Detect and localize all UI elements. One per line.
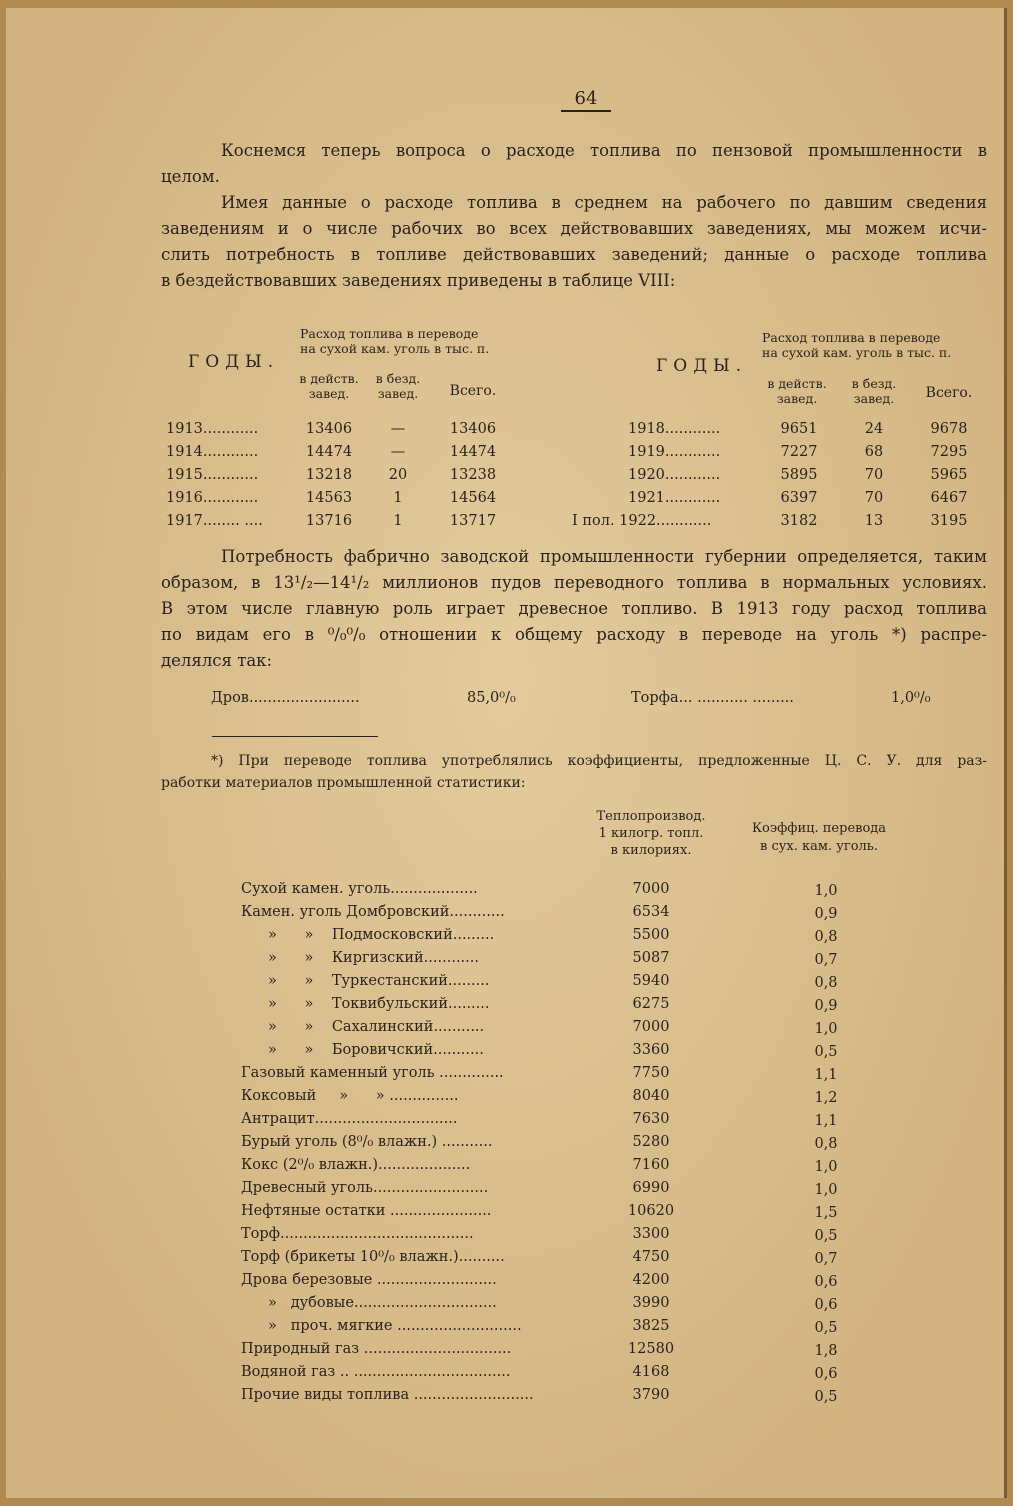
coef-heat-cell: 7000: [632, 881, 670, 897]
coef-name-cell: » » Киргизский............: [268, 950, 479, 966]
text-line: целом.: [161, 167, 220, 186]
coef-heat-cell: 4750: [632, 1249, 670, 1265]
coef-value-cell: 1,1: [814, 1113, 838, 1129]
coef-name-cell: Водяной газ .. ..................................: [241, 1364, 511, 1380]
text-line: делялся так:: [161, 651, 273, 670]
coef-value-cell: 1,0: [814, 1159, 838, 1175]
table-row: [566, 510, 996, 533]
coef-heat-cell: 10620: [627, 1203, 675, 1219]
coef-value-cell: 0,5: [814, 1320, 838, 1336]
coef-name-cell: Торф..........................................: [241, 1226, 474, 1242]
header-line: в сух. кам. уголь.: [760, 839, 878, 854]
table-row: [166, 510, 536, 533]
book-page: [6, 8, 1007, 1498]
table-viii-right: [566, 326, 996, 536]
coef-value-cell: 0,8: [814, 1136, 838, 1152]
coef-value-cell: 0,5: [814, 1389, 838, 1405]
distribution-line: [211, 690, 951, 714]
total-cell: 5965: [930, 467, 968, 483]
idle-cell: 24: [864, 421, 884, 437]
table-row: [166, 464, 536, 487]
table-years-header: ГОДЫ.: [188, 352, 280, 372]
coef-name-cell: Сухой камен. уголь...................: [241, 881, 478, 897]
table-active-header: [762, 376, 832, 406]
header-line: в действ.: [767, 376, 827, 391]
header-line: Расход топлива в переводе: [762, 330, 941, 345]
idle-cell: 68: [864, 444, 884, 460]
footnote-divider: [212, 736, 378, 737]
header-line: в безд.: [851, 376, 897, 391]
text-line: образом, в 13¹/₂—14¹/₂ миллионов пудов переводного топлива в нормальных условиях.: [161, 573, 987, 592]
idle-cell: —: [390, 444, 406, 460]
text-line: заведениям и о числе рабочих во всех действовавших заведениях, мы можем исчи-: [161, 219, 987, 238]
header-line: в килориях.: [610, 843, 692, 858]
text-line: слить потребность в топливе действовавших заведений; данные о расходе топлива: [161, 245, 987, 264]
text-line: Коснемся теперь вопроса о расходе топлива по пензовой промышленности в: [221, 141, 987, 160]
coef-heat-cell: 5280: [632, 1134, 670, 1150]
year-cell: 1920............: [628, 467, 721, 483]
footnote: [161, 750, 987, 794]
total-cell: 13717: [449, 513, 497, 529]
coef-name-cell: » » Токвибульский.........: [268, 996, 490, 1012]
year-cell: 1919............: [628, 444, 721, 460]
coef-heat-cell: 3825: [632, 1318, 670, 1334]
coef-heat-cell: 8040: [632, 1088, 670, 1104]
total-cell: 14474: [449, 444, 497, 460]
page-number: 64: [561, 88, 611, 112]
total-cell: 6467: [930, 490, 968, 506]
coef-name-cell: Нефтяные остатки ......................: [241, 1203, 492, 1219]
year-cell: 1918............: [628, 421, 721, 437]
total-cell: 13406: [449, 421, 497, 437]
footnote-line: *) При переводе топлива употреблялись коэффициенты, предложенные Ц. С. У. для раз-: [211, 753, 987, 769]
table-row: [566, 487, 996, 510]
coef-value-cell: 0,6: [814, 1297, 838, 1313]
header-line: Теплопроизвод.: [596, 809, 706, 824]
text-line: в бездействовавших заведениях приведены в таблице VIII:: [161, 271, 676, 290]
header-line: Коэффиц. перевода: [751, 821, 887, 836]
coef-value-cell: 1,8: [814, 1343, 838, 1359]
table-row: [166, 441, 536, 464]
idle-cell: 70: [864, 467, 884, 483]
table-row: [166, 418, 536, 441]
coef-name-cell: Бурый уголь (8⁰/₀ влажн.) ...........: [241, 1134, 493, 1150]
footnote-line: работки материалов промышленной статистики:: [161, 775, 526, 791]
header-line: завед.: [377, 386, 419, 401]
coef-heat-cell: 3300: [632, 1226, 670, 1242]
coef-heat-cell: 3790: [632, 1387, 670, 1403]
coef-name-cell: » дубовые...............................: [268, 1295, 497, 1311]
coef-name-cell: Прочие виды топлива ..........................: [241, 1387, 534, 1403]
coef-name-cell: Дрова березовые ..........................: [241, 1272, 497, 1288]
wood-value: 85,0⁰/₀: [467, 690, 516, 706]
active-cell: 14474: [305, 444, 353, 460]
header-line: на сухой кам. уголь в тыс. п.: [300, 341, 490, 356]
coef-value-cell: 0,7: [814, 952, 838, 968]
text-line: В этом числе главную роль играет древесное топливо. В 1913 году расход топлива: [161, 599, 987, 618]
coef-heat-cell: 5500: [632, 927, 670, 943]
coef-value-cell: 0,6: [814, 1366, 838, 1382]
idle-cell: 13: [864, 513, 884, 529]
text-line: по видам его в ⁰/₀⁰/₀ отношении к общему расходу в переводе на уголь *) распре-: [161, 625, 987, 644]
text-line: Имея данные о расходе топлива в среднем на рабочего по давшим сведения: [221, 193, 987, 212]
coef-heat-cell: 7630: [632, 1111, 670, 1127]
year-cell: 1915............: [166, 467, 259, 483]
paragraph-consumption: [161, 190, 987, 294]
coef-value-cell: 1,1: [814, 1067, 838, 1083]
coef-value-cell: 0,6: [814, 1274, 838, 1290]
table-row: [566, 441, 996, 464]
idle-cell: 70: [864, 490, 884, 506]
year-cell: 1913............: [166, 421, 259, 437]
idle-cell: 20: [388, 467, 408, 483]
idle-cell: 1: [393, 513, 403, 529]
coef-value-cell: 1,0: [814, 883, 838, 899]
coef-heat-cell: 5087: [632, 950, 670, 966]
idle-cell: —: [390, 421, 406, 437]
coef-heat-cell: 4200: [632, 1272, 670, 1288]
year-cell: 1916............: [166, 490, 259, 506]
year-cell: 1921............: [628, 490, 721, 506]
coef-name-cell: » » Сахалинский...........: [268, 1019, 485, 1035]
peat-label: Торфа... ........... .........: [631, 690, 794, 706]
coef-value-cell: 1,0: [814, 1182, 838, 1198]
coef-name-cell: Кокс (2⁰/₀ влажн.)....................: [241, 1157, 471, 1173]
active-cell: 13406: [305, 421, 353, 437]
coef-heat-cell: 6990: [632, 1180, 670, 1196]
total-cell: 13238: [449, 467, 497, 483]
coef-coef-header: [734, 820, 904, 856]
coef-value-cell: 0,7: [814, 1251, 838, 1267]
active-cell: 9651: [780, 421, 818, 437]
coef-value-cell: 1,5: [814, 1205, 838, 1221]
coef-name-cell: » проч. мягкие ...........................: [268, 1318, 522, 1334]
coef-heat-cell: 7750: [632, 1065, 670, 1081]
coef-value-cell: 1,0: [814, 1021, 838, 1037]
total-cell: 7295: [930, 444, 968, 460]
table-active-header: [298, 371, 360, 401]
coef-name-cell: Природный газ ................................: [241, 1341, 512, 1357]
coef-value-cell: 0,8: [814, 975, 838, 991]
paragraph-requirement: [161, 544, 987, 674]
table-years-header: ГОДЫ.: [656, 356, 748, 376]
table-row: [566, 464, 996, 487]
table-idle-header: [370, 371, 426, 401]
coef-name-cell: » » Туркестанский.........: [268, 973, 490, 989]
text-line: Потребность фабрично заводской промышленности губернии определяется, таким: [221, 547, 987, 566]
coef-name-cell: Камен. уголь Домбровский............: [241, 904, 505, 920]
table-total-header: Всего.: [449, 383, 497, 399]
table-total-header: Всего.: [925, 385, 973, 401]
table-idle-header: [844, 376, 904, 406]
coef-name-cell: Коксовый » » ...............: [241, 1088, 459, 1104]
header-line: Расход топлива в переводе: [300, 326, 479, 341]
active-cell: 13716: [305, 513, 353, 529]
total-cell: 9678: [930, 421, 968, 437]
coef-name-cell: » » Подмосковский.........: [268, 927, 495, 943]
coef-name-cell: » » Боровичский...........: [268, 1042, 484, 1058]
header-line: завед.: [853, 391, 895, 406]
coef-name-cell: Древесный уголь.........................: [241, 1180, 489, 1196]
header-line: в действ.: [299, 371, 359, 386]
active-cell: 5895: [780, 467, 818, 483]
coef-name-cell: Торф (брикеты 10⁰/₀ влажн.)..........: [241, 1249, 505, 1265]
total-cell: 3195: [930, 513, 968, 529]
coef-heat-cell: 7160: [632, 1157, 670, 1173]
year-cell: 1914............: [166, 444, 259, 460]
coef-value-cell: 0,9: [814, 998, 838, 1014]
idle-cell: 1: [393, 490, 403, 506]
paragraph-intro: [161, 138, 987, 190]
table-group-header: [300, 326, 540, 356]
coef-name-cell: Антрацит...............................: [241, 1111, 458, 1127]
coef-value-cell: 0,8: [814, 929, 838, 945]
coef-value-cell: 0,9: [814, 906, 838, 922]
year-cell: I пол. 1922............: [572, 513, 712, 529]
header-line: на сухой кам. уголь в тыс. п.: [762, 345, 952, 360]
header-line: 1 килогр. топл.: [598, 826, 704, 841]
coef-heat-cell: 12580: [627, 1341, 675, 1357]
coef-heat-cell: 4168: [632, 1364, 670, 1380]
header-line: в безд.: [375, 371, 421, 386]
active-cell: 14563: [305, 490, 353, 506]
year-cell: 1917........ ....: [166, 513, 263, 529]
coef-heat-cell: 3990: [632, 1295, 670, 1311]
peat-value: 1,0⁰/₀: [891, 690, 931, 706]
coef-name-cell: Газовый каменный уголь ..............: [241, 1065, 504, 1081]
coef-heat-header: [581, 808, 721, 859]
total-cell: 14564: [449, 490, 497, 506]
coef-heat-cell: 6275: [632, 996, 670, 1012]
table-group-header: [762, 330, 1002, 360]
coef-heat-cell: 5940: [632, 973, 670, 989]
coef-heat-cell: 7000: [632, 1019, 670, 1035]
table-viii-left: [158, 326, 538, 536]
active-cell: 13218: [305, 467, 353, 483]
table-row: [566, 418, 996, 441]
table-row: [166, 487, 536, 510]
coef-heat-cell: 3360: [632, 1042, 670, 1058]
coef-heat-cell: 6534: [632, 904, 670, 920]
header-line: завед.: [308, 386, 350, 401]
coef-value-cell: 0,5: [814, 1228, 838, 1244]
active-cell: 6397: [780, 490, 818, 506]
header-line: завед.: [776, 391, 818, 406]
coef-value-cell: 1,2: [814, 1090, 838, 1106]
wood-label: Дров........................: [211, 690, 360, 706]
active-cell: 7227: [780, 444, 818, 460]
active-cell: 3182: [780, 513, 818, 529]
coef-value-cell: 0,5: [814, 1044, 838, 1060]
